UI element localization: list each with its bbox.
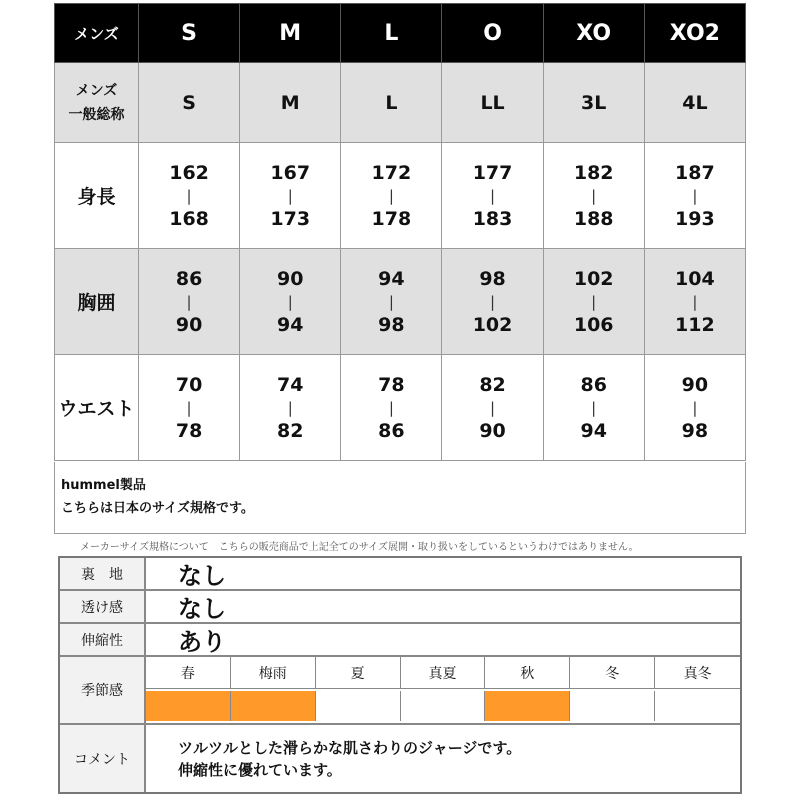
- range-max: 82: [277, 419, 304, 442]
- range-min: 74: [277, 373, 304, 396]
- comment-text: [178, 737, 521, 781]
- range-min: 90: [681, 373, 709, 396]
- range-separator: |: [186, 398, 192, 417]
- waist-label: ウエスト: [55, 355, 139, 461]
- range-separator: |: [388, 292, 394, 311]
- chest-range-cell: [139, 249, 240, 355]
- height-range-cell: [644, 143, 745, 249]
- lining-row: [60, 558, 740, 591]
- lining-label: 裏 地: [60, 558, 146, 589]
- range-min: 90: [277, 267, 304, 290]
- season-name: 梅雨: [231, 657, 316, 689]
- height-range-cell: [341, 143, 442, 249]
- stretch-label: 伸縮性: [60, 624, 146, 655]
- range-value: [139, 374, 239, 442]
- season-marker: [655, 691, 740, 721]
- general-size-label-line1: メンズ: [75, 82, 118, 99]
- season-name: 秋: [485, 657, 570, 689]
- range-value: [645, 162, 745, 230]
- comment-line: 伸縮性に優れています。: [178, 761, 342, 779]
- height-range-cell: [240, 143, 341, 249]
- general-size-cell: M: [240, 63, 341, 143]
- waist-range-cell: [543, 355, 644, 461]
- chest-range-cell: [341, 249, 442, 355]
- waist-range-cell: [442, 355, 543, 461]
- range-max: 173: [270, 207, 311, 230]
- range-separator: |: [591, 292, 597, 311]
- season-row: [60, 657, 740, 725]
- range-value: [442, 162, 542, 230]
- range-separator: |: [287, 398, 293, 417]
- height-range-cell: [442, 143, 543, 249]
- general-size-label: [55, 63, 139, 143]
- range-max: 90: [175, 313, 203, 336]
- range-min: 102: [573, 267, 614, 290]
- height-label: 身長: [55, 143, 139, 249]
- range-min: 86: [580, 373, 607, 396]
- range-min: 182: [573, 161, 614, 184]
- chest-range-cell: [240, 249, 341, 355]
- chest-label: 胸囲: [55, 249, 139, 355]
- stretch-row: [60, 624, 740, 657]
- range-max: 106: [573, 313, 614, 336]
- range-separator: |: [388, 398, 394, 417]
- range-max: 188: [573, 207, 614, 230]
- range-separator: |: [287, 186, 293, 205]
- note-brand: hummel製品: [61, 478, 146, 493]
- season-marker: [316, 691, 401, 721]
- range-separator: |: [490, 186, 496, 205]
- size-note: [54, 462, 746, 534]
- range-min: 162: [169, 161, 209, 184]
- range-min: 82: [479, 373, 506, 396]
- range-value: [645, 268, 745, 336]
- range-value: [544, 268, 644, 336]
- waist-row: [55, 355, 746, 461]
- range-separator: |: [490, 292, 496, 311]
- season-name: 真冬: [655, 657, 740, 689]
- range-separator: |: [186, 292, 192, 311]
- range-max: 168: [169, 207, 209, 230]
- size-chart-table: [54, 3, 746, 461]
- general-size-cell: S: [139, 63, 240, 143]
- season-name: 春: [146, 657, 231, 689]
- sheerness-row: [60, 591, 740, 624]
- range-separator: |: [692, 186, 698, 205]
- comment-row: [60, 725, 740, 792]
- range-value: [139, 268, 239, 336]
- range-min: 98: [479, 267, 506, 290]
- range-max: 183: [472, 207, 513, 230]
- range-max: 98: [681, 419, 709, 442]
- comment-label: コメント: [60, 725, 146, 792]
- range-value: [544, 374, 644, 442]
- size-disclaimer: メーカーサイズ規格について こちらの販売商品で上記全てのサイズ展開・取り扱いをしているというわけではありません。: [80, 542, 639, 553]
- stretch-value: あり: [178, 628, 226, 656]
- comment-line: ツルツルとした滑らかな肌さわりのジャージです。: [178, 739, 522, 757]
- season-marker: [401, 691, 486, 721]
- season-marker: [570, 691, 655, 721]
- season-name: 冬: [570, 657, 655, 689]
- note-standard: こちらは日本のサイズ規格です。: [61, 501, 254, 516]
- range-max: 102: [472, 313, 513, 336]
- range-separator: |: [591, 398, 597, 417]
- header-row-label: メンズ: [55, 4, 139, 63]
- waist-range-cell: [240, 355, 341, 461]
- range-separator: |: [388, 186, 394, 205]
- season-name: 夏: [316, 657, 401, 689]
- range-value: [240, 268, 340, 336]
- range-value: [544, 162, 644, 230]
- range-value: [341, 162, 441, 230]
- range-value: [442, 268, 542, 336]
- range-min: 78: [378, 373, 405, 396]
- range-value: [341, 374, 441, 442]
- lining-value: なし: [178, 562, 226, 590]
- size-header-cell: XO2: [644, 4, 745, 63]
- range-value: [139, 162, 239, 230]
- height-range-cell: [543, 143, 644, 249]
- season-grid: [146, 657, 740, 723]
- range-min: 86: [175, 267, 203, 290]
- chest-row: [55, 249, 746, 355]
- chest-range-cell: [442, 249, 543, 355]
- range-min: 187: [675, 161, 715, 184]
- range-value: [645, 374, 745, 442]
- size-header-cell: M: [240, 4, 341, 63]
- range-min: 104: [675, 267, 715, 290]
- range-value: [442, 374, 542, 442]
- sheerness-value: なし: [178, 595, 226, 623]
- size-header-cell: L: [341, 4, 442, 63]
- general-size-cell: 4L: [644, 63, 745, 143]
- size-header-row: [55, 4, 746, 63]
- range-separator: |: [186, 186, 192, 205]
- general-size-row: [55, 63, 746, 143]
- sheerness-label: 透け感: [60, 591, 146, 622]
- height-range-cell: [139, 143, 240, 249]
- size-header-cell: S: [139, 4, 240, 63]
- chest-range-cell: [543, 249, 644, 355]
- general-size-label-line2: 一般総称: [68, 106, 125, 123]
- range-max: 78: [175, 419, 203, 442]
- range-max: 98: [378, 313, 405, 336]
- range-max: 193: [675, 207, 715, 230]
- range-max: 178: [371, 207, 412, 230]
- chest-range-cell: [644, 249, 745, 355]
- range-min: 167: [270, 161, 311, 184]
- product-properties: [58, 556, 742, 794]
- range-max: 94: [277, 313, 304, 336]
- range-min: 70: [175, 373, 203, 396]
- range-min: 177: [472, 161, 513, 184]
- range-max: 86: [378, 419, 405, 442]
- range-value: [240, 162, 340, 230]
- season-name: 真夏: [401, 657, 486, 689]
- range-separator: |: [591, 186, 597, 205]
- range-value: [240, 374, 340, 442]
- range-min: 172: [371, 161, 412, 184]
- season-marker: [231, 691, 316, 721]
- season-marker: [485, 691, 570, 721]
- range-separator: |: [490, 398, 496, 417]
- size-header-cell: O: [442, 4, 543, 63]
- waist-range-cell: [644, 355, 745, 461]
- range-min: 94: [378, 267, 405, 290]
- range-separator: |: [692, 292, 698, 311]
- general-size-cell: LL: [442, 63, 543, 143]
- size-header-cell: XO: [543, 4, 644, 63]
- general-size-cell: 3L: [543, 63, 644, 143]
- general-size-cell: L: [341, 63, 442, 143]
- height-row: [55, 143, 746, 249]
- waist-range-cell: [341, 355, 442, 461]
- waist-range-cell: [139, 355, 240, 461]
- range-separator: |: [692, 398, 698, 417]
- range-separator: |: [287, 292, 293, 311]
- range-max: 90: [479, 419, 506, 442]
- season-label: 季節感: [60, 657, 146, 723]
- range-max: 112: [675, 313, 715, 336]
- season-marker: [146, 691, 231, 721]
- range-value: [341, 268, 441, 336]
- range-max: 94: [580, 419, 607, 442]
